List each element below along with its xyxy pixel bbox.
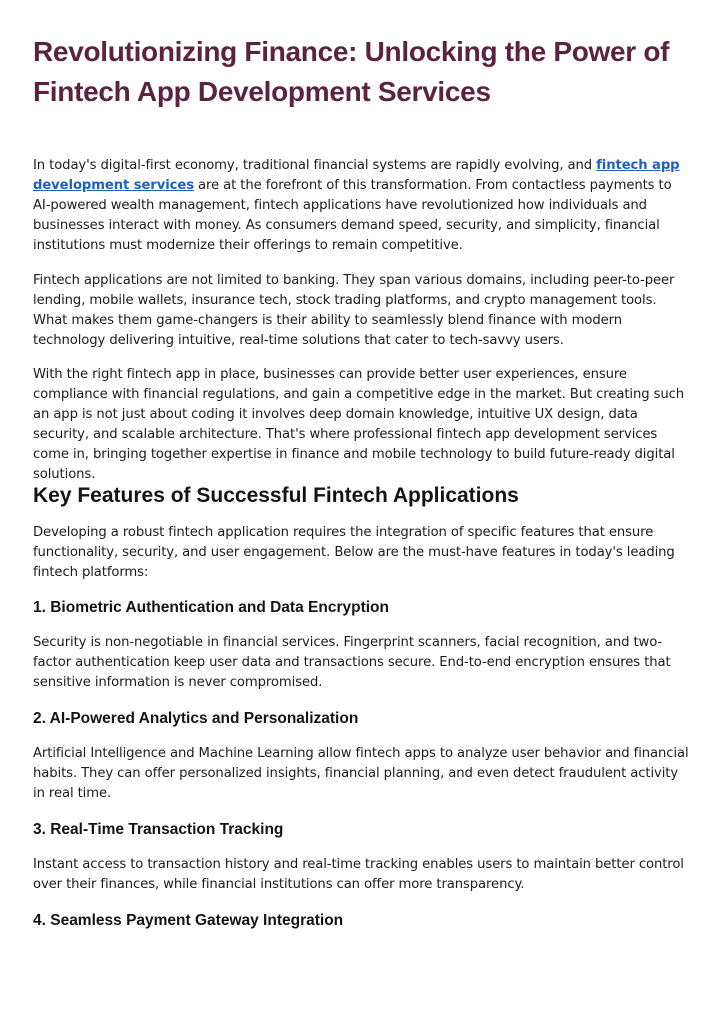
- intro-text-after-link: are at the forefront of this transformation. From contactless payments to AI-powered wealth management, fintech applications have revolutionized how individuals and businesses interact with money. As consumers demand speed, security, and simplicity, financial institutions must modernize their offerings to remain competitive.: [33, 178, 672, 253]
- feature-3-heading-block: [33, 819, 689, 841]
- paragraph-3: With the right fintech app in place, businesses can provide better user experiences, ensure compliance with financial regulations, and gain a competitive edge in the market. But creating such an app is not just about coding it involves deep domain knowledge, intuitive UX design, data security, and scalable architecture. That's where professional fintech app development services come in, bringing together expertise in finance and mobile technology to build future-ready digital solutions.: [33, 367, 685, 482]
- page-title: Revolutionizing Finance: Unlocking the Power of Fintech App Development Services: [33, 36, 670, 107]
- intro-paragraph: [33, 156, 689, 256]
- paragraph-2-block: [33, 271, 689, 351]
- feature-body: Security is non-negotiable in financial services. Fingerprint scanners, facial recognition, and two-factor authentication keep user data and transactions secure. End-to-end encryption ensures that sensitive information is never compromised.: [33, 635, 671, 690]
- feature-heading: 1. Biometric Authentication and Data Encryption: [33, 599, 389, 616]
- feature-3-body-block: [33, 855, 689, 895]
- paragraph-2: Fintech applications are not limited to banking. They span various domains, including peer-to-peer lending, mobile wallets, insurance tech, stock trading platforms, and crypto management tools. What makes them game-changers is their ability to seamlessly blend finance with modern technology delivering intuitive, real-time solutions that cater to tech-savvy users.: [33, 273, 675, 348]
- fintech-services-link[interactable]: fintech app development services: [33, 158, 680, 193]
- intro-text-before-link: In today's digital-first economy, traditional financial systems are rapidly evolving, and: [33, 158, 597, 173]
- section-intro-paragraph: Developing a robust fintech application requires the integration of specific features that ensure functionality, security, and user engagement. Below are the must-have features in today's leading fintech platforms:: [33, 525, 675, 580]
- feature-1-body-block: [33, 633, 689, 693]
- feature-2-heading-block: [33, 708, 689, 730]
- feature-2-body-block: [33, 744, 689, 804]
- feature-heading: 4. Seamless Payment Gateway Integration: [33, 912, 344, 929]
- feature-body: Instant access to transaction history and real-time tracking enables users to maintain better control over their finances, while financial institutions can offer more transparency.: [33, 857, 684, 892]
- feature-4-heading-block: [33, 910, 689, 932]
- intro-paragraph-block: [33, 156, 689, 256]
- section-heading-block: [33, 482, 689, 510]
- feature-heading: 2. AI-Powered Analytics and Personalization: [33, 710, 359, 727]
- feature-1-heading-block: [33, 597, 689, 619]
- feature-body: Artificial Intelligence and Machine Learning allow fintech apps to analyze user behavior and financial habits. They can offer personalized insights, financial planning, and even detect fraudulent activity in real time.: [33, 746, 689, 801]
- section-heading: Key Features of Successful Fintech Applications: [33, 484, 519, 507]
- section-intro-block: [33, 523, 689, 583]
- feature-heading: 3. Real-Time Transaction Tracking: [33, 821, 284, 838]
- paragraph-3-block: [33, 365, 689, 485]
